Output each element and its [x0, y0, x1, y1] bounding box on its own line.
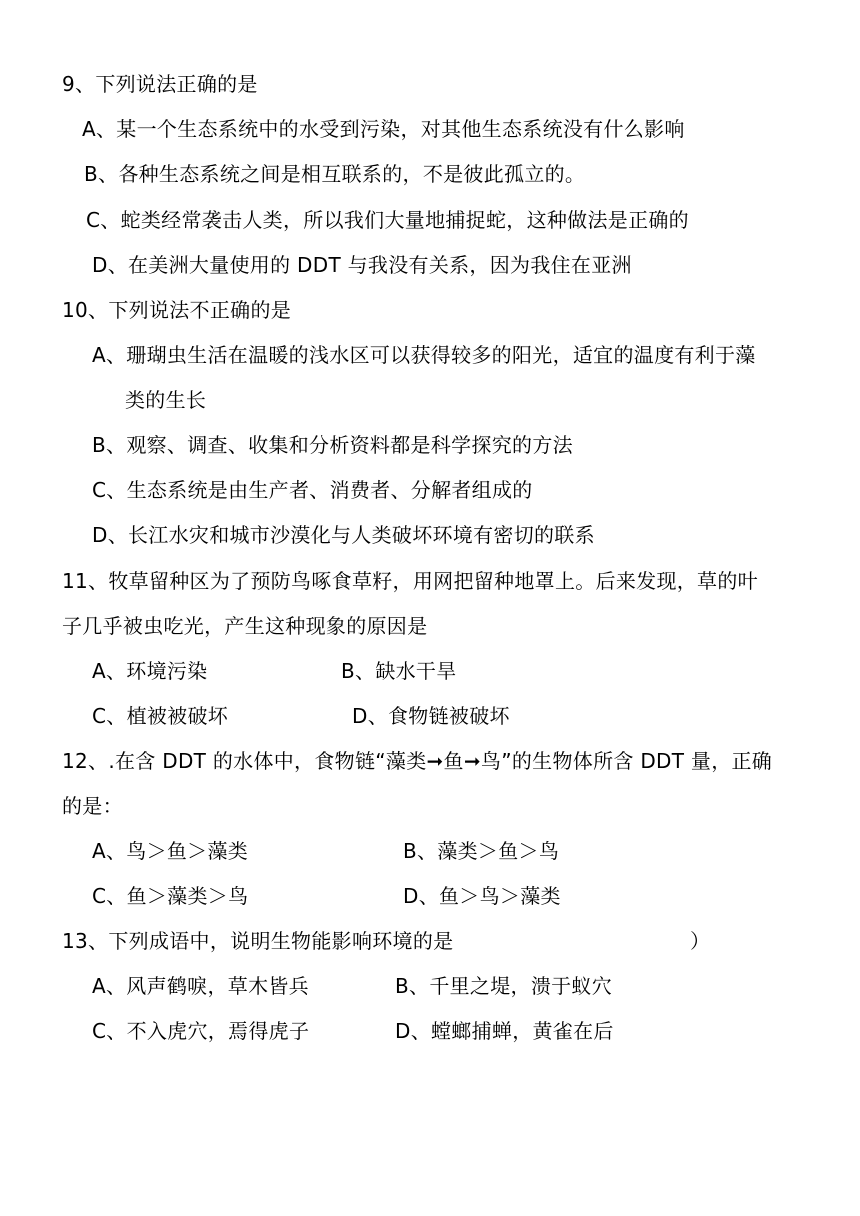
question-10-option-a-continued: 类的生长 [125, 388, 207, 412]
question-11-stem-line-2: 子几乎被虫吃光，产生这种现象的原因是 [62, 614, 428, 638]
question-11-option-c: C、植被被破坏 [92, 704, 229, 728]
question-12-stem-line-1: 12、.在含 DDT 的水体中，食物链“藻类➞鱼➞鸟”的生物体所含 DDT 量，正确 [62, 749, 773, 773]
question-12-option-d: D、鱼＞鸟＞藻类 [403, 884, 561, 908]
question-9-option-c: C、蛇类经常袭击人类，所以我们大量地捕捉蛇，这种做法是正确的 [86, 208, 689, 232]
question-10-option-c: C、生态系统是由生产者、消费者、分解者组成的 [92, 478, 533, 502]
question-9-option-d: D、在美洲大量使用的 DDT 与我没有关系，因为我住在亚洲 [92, 253, 632, 277]
question-9-option-b: B、各种生态系统之间是相互联系的，不是彼此孤立的。 [84, 162, 586, 186]
question-9-stem: 9、下列说法正确的是 [62, 72, 258, 96]
question-12-stem-line-2: 的是： [62, 794, 123, 818]
question-11-option-b: B、缺水干旱 [341, 659, 457, 683]
question-12-option-c: C、鱼＞藻类＞鸟 [92, 884, 249, 908]
question-11-stem-line-1: 11、牧草留种区为了预防鸟啄食草籽，用网把留种地罩上。后来发现，草的叶 [62, 569, 758, 593]
question-10-option-a: A、珊瑚虫生活在温暖的浅水区可以获得较多的阳光，适宜的温度有利于藻 [92, 343, 756, 367]
question-10-option-b: B、观察、调查、收集和分析资料都是科学探究的方法 [92, 433, 573, 457]
question-13-option-d: D、螳螂捕蝉，黄雀在后 [395, 1019, 614, 1043]
question-12-option-b: B、藻类＞鱼＞鸟 [403, 839, 560, 863]
question-9-option-a: A、某一个生态系统中的水受到污染，对其他生态系统没有什么影响 [82, 117, 685, 141]
question-13-option-c: C、不入虎穴，焉得虎子 [92, 1019, 310, 1043]
question-13-stem: 13、下列成语中，说明生物能影响环境的是 [62, 929, 454, 953]
question-11-option-d: D、食物链被破坏 [352, 704, 510, 728]
question-11-option-a: A、环境污染 [92, 659, 208, 683]
question-10-stem: 10、下列说法不正确的是 [62, 298, 292, 322]
question-12-option-a: A、鸟＞鱼＞藻类 [92, 839, 249, 863]
question-10-option-d: D、长江水灾和城市沙漠化与人类破坏环境有密切的联系 [92, 523, 595, 547]
question-13-option-b: B、千里之堤，溃于蚁穴 [395, 974, 613, 998]
question-13-answer-paren: ） [690, 929, 711, 953]
question-13-option-a: A、风声鹤唳，草木皆兵 [92, 974, 309, 998]
